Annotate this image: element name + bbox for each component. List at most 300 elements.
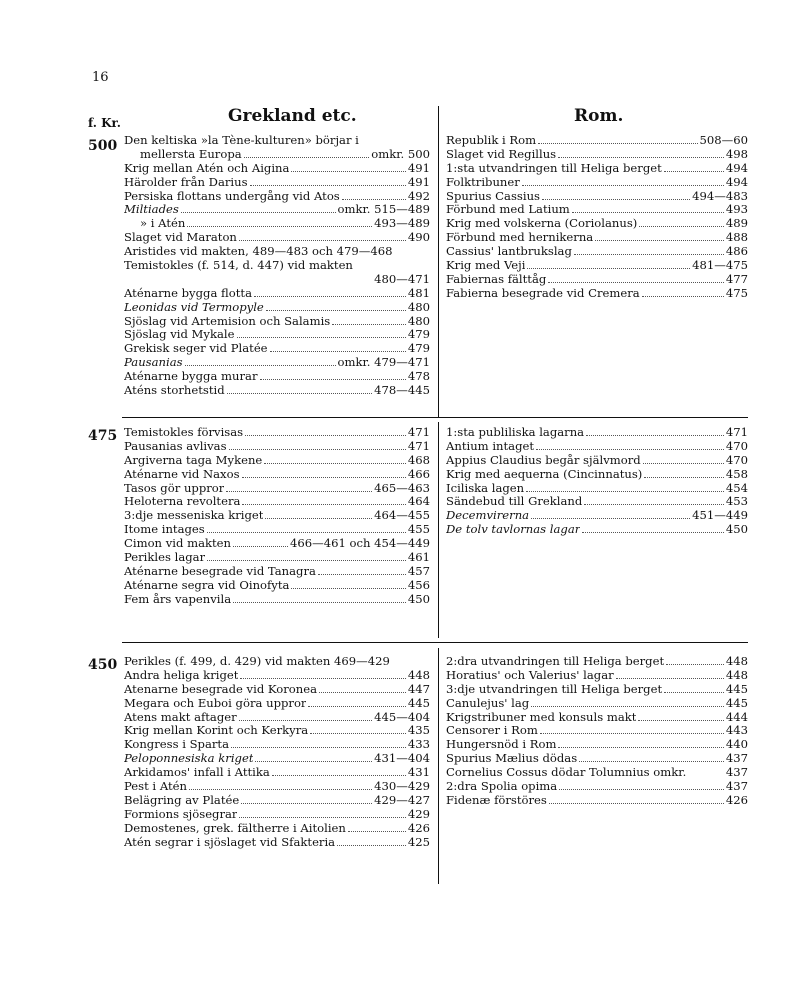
entry-text: Krig med aequerna (Cincinnatus) [446,467,643,481]
timeline-entry [446,711,748,725]
dot-leader [574,254,724,255]
entry-date: 481—475 [692,258,748,273]
entry-text: Demostenes, grek. fältherre i Aitolien [124,821,346,835]
column-divider [438,648,439,884]
entry-text: mellersta Europa [140,147,242,161]
dot-leader [572,212,724,213]
entry-text: Belägring av Platée [124,793,240,807]
entry-text: Pausanias avlivas [124,439,227,453]
entry-text: Cassius' lantbrukslag [446,245,572,259]
dot-leader [559,789,724,790]
entry-text: Grekisk seger vid Platée [124,342,268,356]
timeline-entry [124,148,430,162]
entry-text: Slaget vid Maraton [124,231,237,245]
entry-date: 479 [407,327,430,342]
entry-date: 429—427 [374,792,430,807]
entry-text: 3:dje utvandringen till Heliga berget [446,682,663,696]
entry-date: 457 [407,563,430,578]
entry-date: 481 [407,285,430,300]
entry-date: 480—471 [374,271,430,286]
dot-leader [664,692,724,693]
dot-leader [638,720,723,721]
entry-text: Peloponnesiska kriget [124,752,254,766]
column-divider [438,106,439,418]
entry-date: 443 [725,723,748,738]
timeline-entry [446,426,748,440]
timeline-entry [124,190,430,204]
entry-text: Persiska flottans undergång vid Atos [124,189,340,203]
dot-leader [522,185,724,186]
entry-date: 453 [725,494,748,509]
timeline-entry [446,468,748,482]
entry-date: 477 [725,271,748,286]
timeline-entry [124,440,430,454]
entry-date: 475 [725,285,748,300]
entry-date: 448 [725,654,748,668]
entry-date: 468 [407,452,430,467]
entry-date: 429 [407,806,430,821]
entry-text: Canulejus' lag [446,696,530,710]
entry-date: 437 [725,751,748,766]
entry-text: 2:dra utvandringen till Heliga berget [446,655,665,668]
entry-text: Fem års vapenvila [124,592,232,606]
timeline-entry [446,495,748,509]
rome-list-450 [446,655,748,808]
entry-text: Kongress i Sparta [124,738,229,752]
dot-leader [270,351,406,352]
era-label: f. Kr. [88,116,121,130]
entry-text: Aténarne besegrade vid Tanagra [124,564,316,578]
timeline-entry [124,287,430,301]
entry-date: 437 [725,765,748,780]
dot-leader [237,337,406,338]
dot-leader [548,282,724,283]
dot-leader [549,803,724,804]
timeline-entry [124,315,430,329]
entry-text: Atén segrar i sjöslaget vid Sfakteria [124,835,336,849]
timeline-entry [446,794,748,808]
dot-leader [643,463,724,464]
entry-text: Krigstribuner med konsuls makt [446,710,637,724]
timeline-entry [446,176,748,190]
dot-leader [644,477,724,478]
entry-text: Decemvirerna [446,509,530,523]
entry-text: Iciliska lagen [446,481,525,495]
dot-leader [526,491,724,492]
entry-date: 470 [725,438,748,453]
entry-date: 465—463 [374,480,430,495]
entry-date: 471 [725,425,748,439]
entry-text: Miltiades [124,203,179,217]
entry-text: Perikles lagar [124,551,206,565]
timeline-entry [124,342,430,356]
header-greece: Grekland etc. [228,106,357,126]
entry-date: 494 [725,160,748,175]
dot-leader [318,574,406,575]
entry-text: Arkidamos' infall i Attika [124,766,270,780]
dot-leader [319,692,406,693]
timeline-entry [124,551,430,565]
dot-leader [241,803,372,804]
dot-leader [242,504,405,505]
timeline-entry [446,669,748,683]
timeline-entry [124,273,430,287]
entry-date: 471 [407,438,430,453]
entry-text: Spurius Cassius [446,189,540,203]
timeline-entry [446,273,748,287]
entry-text: Atens makt aftager [124,710,237,724]
timeline-entry [124,752,430,766]
year-500: 500 [88,138,118,154]
entry-date: 451—449 [692,508,748,523]
entry-date: 492 [407,188,430,203]
rome-list-475 [446,426,748,537]
dot-leader [250,185,406,186]
dot-leader [233,546,288,547]
timeline-entry [124,468,430,482]
dot-leader [227,393,372,394]
timeline-entry [124,454,430,468]
entry-text: Cornelius Cossus dödar Tolumnius omkr. [446,766,687,780]
entry-text: Sjöslag vid Mykale [124,328,235,342]
entry-text: Slaget vid Regillus [446,147,557,161]
entry-date: 458 [725,466,748,481]
entry-date: 435 [407,723,430,738]
timeline-entry [446,134,748,148]
entry-date: 433 [407,737,430,752]
timeline-entry [124,217,430,231]
entry-date: 461 [407,550,430,565]
dot-leader [244,157,370,158]
timeline-entry [124,537,430,551]
entry-text: Temistokles (f. 514, d. 447) vid makten [124,259,353,273]
dot-leader [226,491,372,492]
entry-text: Heloterna revoltera [124,495,241,509]
timeline-entry [446,440,748,454]
entry-date: omkr. 515—489 [337,202,430,217]
dot-leader [207,532,406,533]
entry-date: 444 [725,709,748,724]
entry-text: Antium intaget [446,439,535,453]
entry-date: 445 [725,695,748,710]
timeline-entry [124,426,430,440]
greece-list-475 [124,426,430,607]
entry-date: 437 [725,779,748,794]
dot-leader [586,435,724,436]
timeline-entry [446,245,748,259]
dot-leader [266,310,406,311]
dot-leader [666,664,724,665]
dot-leader [207,560,406,561]
dot-leader [558,747,723,748]
timeline-entry [124,724,430,738]
dot-leader [540,733,724,734]
entry-text: Sjöslag vid Artemision och Salamis [124,314,331,328]
timeline-entry [124,766,430,780]
timeline-entry [124,697,430,711]
entry-text: Republik i Rom [446,134,537,147]
entry-text: Fabiernas fälttåg [446,272,547,286]
dot-leader [348,831,406,832]
timeline-entry [446,162,748,176]
entry-text: Spurius Mælius dödas [446,752,578,766]
entry-date: 450 [725,522,748,537]
entry-text: Aténarne bygga flotta [124,286,252,300]
entry-text: Atenarne besegrade vid Koronea [124,682,318,696]
entry-text: Cimon vid makten [124,537,231,551]
entry-date: 445—404 [374,709,430,724]
entry-text: Tasos gör uppror [124,481,225,495]
entry-text: Itome intages [124,523,205,537]
dot-leader [265,518,372,519]
entry-text: Fidenæ förstöres [446,793,547,807]
column-divider [438,422,439,638]
timeline-entry [446,259,748,273]
entry-text: Pausanias [124,356,183,370]
dot-leader [240,678,405,679]
timeline-entry [446,203,748,217]
entry-text: Förbund med hernikerna [446,231,594,245]
entry-date: 426 [407,820,430,835]
greece-list-500 [124,134,430,398]
entry-date: 466 [407,466,430,481]
timeline-entry [124,482,430,496]
timeline-entry [124,523,430,537]
timeline-entry [124,231,430,245]
timeline-entry [124,162,430,176]
dot-leader [639,226,724,227]
section-divider [122,642,748,643]
timeline-entry [124,669,430,683]
entry-date: 425 [407,834,430,849]
dot-leader [291,171,405,172]
entry-text: Andra heliga kriget [124,668,239,682]
timeline-entry [446,738,748,752]
entry-text: Appius Claudius begår självmord [446,453,641,467]
timeline-entry [446,655,748,669]
entry-date: 488 [725,230,748,245]
entry-date: 466—461 och 454—449 [289,536,430,551]
timeline-entry [124,836,430,850]
entry-text: 3:dje messeniska kriget [124,509,264,523]
timeline-entry [446,752,748,766]
timeline-entry [124,134,430,148]
entry-text: Aténarne segra vid Oinofyta [124,578,290,592]
entry-date: 430—429 [374,779,430,794]
dot-leader [616,678,724,679]
timeline-entry [446,148,748,162]
entry-text: De tolv tavlornas lagar [446,523,581,537]
dot-leader [579,761,724,762]
timeline-entry [124,808,430,822]
timeline-entry [124,683,430,697]
timeline-entry [124,495,430,509]
dot-leader [242,477,406,478]
entry-date: 479 [407,341,430,356]
section-divider [122,417,748,418]
entry-text: Aténarne vid Naxos [124,467,240,481]
timeline-entry [124,203,430,217]
dot-leader [542,199,690,200]
timeline-entry [124,328,430,342]
timeline-entry [446,766,748,780]
entry-date: 431—404 [374,751,430,766]
dot-leader [181,212,336,213]
dot-leader [189,789,372,790]
dot-leader [229,449,406,450]
dot-leader [187,226,372,227]
dot-leader [255,761,372,762]
entry-text: Megara och Euboi göra uppror [124,696,307,710]
dot-leader [342,199,406,200]
dot-leader [239,817,405,818]
entry-text: Härolder från Darius [124,175,248,189]
entry-date: 494 [725,174,748,189]
timeline-entry [446,724,748,738]
timeline-entry [124,301,430,315]
dot-leader [308,706,405,707]
entry-date: 498 [725,146,748,161]
entry-date: 493 [725,202,748,217]
entry-date: omkr. 500 [371,146,430,161]
dot-leader [538,143,697,144]
entry-text: Krig med Veji [446,259,526,273]
entry-text: 2:dra Spolia opima [446,780,558,794]
timeline-entry [124,565,430,579]
rome-list-500 [446,134,748,301]
entry-text: Förbund med Latium [446,203,570,217]
entry-date: 494—483 [692,188,748,203]
dot-leader [337,845,406,846]
entry-text: Horatius' och Valerius' lagar [446,668,614,682]
entry-date: 493—489 [374,216,430,231]
dot-leader [185,365,336,366]
entry-text: Aténs storhetstid [124,384,225,398]
dot-leader [254,296,406,297]
entry-text: Perikles (f. 499, d. 429) vid makten 469—429 [124,655,390,668]
dot-leader [582,532,724,533]
entry-text: Censorer i Rom [446,724,538,738]
timeline-entry [124,356,430,370]
entry-date: 490 [407,230,430,245]
entry-text: Krig mellan Korint och Kerkyra [124,724,309,738]
timeline-entry [124,370,430,384]
entry-date: 471 [407,425,430,439]
timeline-entry [446,482,748,496]
timeline-entry [124,259,430,273]
dot-leader [527,268,690,269]
entry-text: Sändebud till Grekland [446,495,583,509]
timeline-entry [124,655,430,669]
timeline-entry [124,384,430,398]
entry-date: 448 [725,667,748,682]
timeline-entry [124,579,430,593]
entry-text: Folktribuner [446,175,520,189]
entry-text: Krig med volskerna (Coriolanus) [446,217,638,231]
dot-leader [531,706,724,707]
entry-date: 426 [725,792,748,807]
entry-text: » i Atén [140,217,186,231]
timeline-entry [446,190,748,204]
entry-date: 445 [725,681,748,696]
entry-text: Krig mellan Atén och Aigina [124,161,290,175]
year-475: 475 [88,428,118,444]
dot-leader [531,518,690,519]
dot-leader [291,588,405,589]
entry-date: 478—445 [374,383,430,398]
dot-leader [558,157,724,158]
timeline-entry [124,738,430,752]
dot-leader [642,296,724,297]
year-450: 450 [88,657,118,673]
timeline-entry [124,822,430,836]
entry-text: Hungersnöd i Rom [446,738,557,752]
entry-date: 491 [407,174,430,189]
timeline-entry [124,176,430,190]
dot-leader [231,747,406,748]
timeline-entry [124,794,430,808]
timeline-entry [446,217,748,231]
timeline-entry [446,683,748,697]
entry-date: 448 [407,667,430,682]
entry-date: 431 [407,765,430,780]
timeline-entry [446,287,748,301]
entry-text: Leonidas vid Termopyle [124,300,264,314]
entry-date: 445 [407,695,430,710]
entry-date: 491 [407,160,430,175]
timeline-entry [124,593,430,607]
timeline-entry [446,697,748,711]
timeline-entry [446,523,748,537]
greece-list-450 [124,655,430,849]
header-rome: Rom. [574,106,624,126]
entry-text: Aristides vid makten, 489—483 och 479—468 [124,245,393,259]
page-number: 16 [92,70,109,85]
dot-leader [239,240,406,241]
timeline-entry [124,711,430,725]
entry-text: 1:sta publiliska lagarna [446,426,585,439]
entry-text: Den keltiska »la Tène-kulturen» börjar i [124,134,359,147]
entry-text: Pest i Atén [124,780,187,794]
timeline-entry [446,509,748,523]
entry-date: 508—60 [699,133,748,147]
dot-leader [245,435,406,436]
dot-leader [260,379,406,380]
entry-date: 480 [407,313,430,328]
entry-date: 480 [407,299,430,314]
dot-leader [272,775,406,776]
dot-leader [239,720,372,721]
entry-date: 489 [725,216,748,231]
entry-date: 464—455 [374,508,430,523]
entry-date: 486 [725,244,748,259]
entry-text: Argiverna taga Mykene [124,453,263,467]
entry-date: 440 [725,737,748,752]
dot-leader [595,240,724,241]
entry-date: 450 [407,591,430,606]
timeline-entry [446,231,748,245]
entry-text: Fabierna besegrade vid Cremera [446,286,640,300]
timeline-entry [446,780,748,794]
entry-date: 470 [725,452,748,467]
entry-text: Formions sjösegrar [124,807,238,821]
entry-date: 456 [407,577,430,592]
dot-leader [310,733,406,734]
entry-date: 454 [725,480,748,495]
dot-leader [536,449,724,450]
timeline-entry [124,509,430,523]
dot-leader [664,171,724,172]
